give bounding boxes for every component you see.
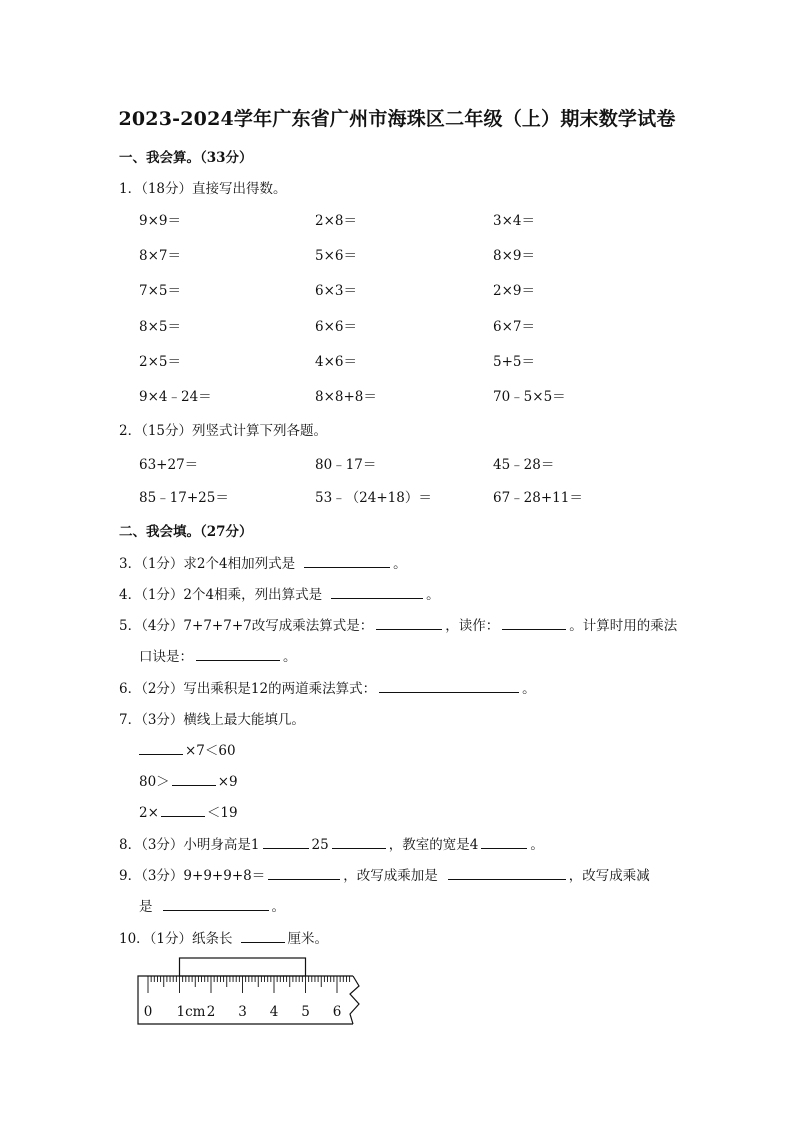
page-title: 2023-2024学年广东省广州市海珠区二年级（上）期末数学试卷 [118,108,676,130]
question-9-end: 。 [271,899,285,915]
calc-item: 6×6＝ [315,318,357,335]
question-7-line-2 [139,770,238,790]
ruler-label: 5 [301,1004,310,1020]
section-2-heading: 二、我会填。（27分） [119,524,253,540]
answer-blank[interactable] [196,648,280,661]
answer-blank[interactable] [263,836,309,849]
calc-item: 80﹣17＝ [315,457,377,473]
q7-suffix: ×7＜60 [185,743,236,759]
calc-item: 53﹣（24+18）＝ [315,490,432,506]
answer-blank[interactable] [332,836,386,849]
q7-prefix: 80＞ [139,774,170,790]
answer-blank[interactable] [268,867,340,880]
question-6-text: 6．（2分）写出乘积是12的两道乘法算式： [119,681,377,697]
calc-item: 8×8+8＝ [315,389,377,405]
question-8 [119,833,544,853]
ruler-label: 0 [143,1004,153,1020]
question-7-line-1 [139,739,236,759]
question-1: 1．（18分）直接写出得数。 [119,181,287,197]
question-3-end: 。 [393,556,407,572]
question-4 [119,583,440,603]
question-5-text-3: 。计算时用的乘法 [569,618,678,634]
calc-item: 5+5＝ [493,353,535,370]
question-9 [119,864,650,884]
answer-blank[interactable] [139,742,183,755]
question-5-text-2: ，读作： [445,618,500,634]
question-10 [119,927,328,947]
calc-item: 2×8＝ [315,213,357,229]
calc-item: 85﹣17+25＝ [139,490,229,506]
question-7: 7．（3分）横线上最大能填几。 [119,712,305,728]
answer-blank[interactable] [448,867,566,880]
question-6 [119,677,536,697]
answer-blank[interactable] [161,804,205,817]
answer-blank[interactable] [241,930,285,943]
question-5-text-4: 口诀是： [139,649,193,665]
ruler-figure [132,950,372,1030]
question-6-end: 。 [522,681,536,697]
calc-item: 2×9＝ [493,283,535,300]
ruler-label: 1cm [176,1004,206,1020]
calc-item: 63+27＝ [139,457,199,473]
calc-item: 2×5＝ [139,353,181,370]
question-3-text: 3．（1分）求2个4相加列式是 [119,556,296,572]
calc-item: 5×6＝ [315,248,357,265]
question-8-text-3: ，教室的宽是4 [388,837,479,853]
question-5-text: 5．（4分）7+7+7+7改写成乘法算式是： [119,618,374,634]
ruler-label: 6 [332,1004,342,1020]
answer-blank[interactable] [502,617,566,630]
question-5-line-2 [139,645,297,665]
q7-suffix: ＜19 [206,805,238,821]
calc-item: 45﹣28＝ [493,457,555,473]
calc-item: 8×7＝ [139,248,181,265]
answer-blank[interactable] [163,898,269,911]
question-9-line-2 [139,895,285,915]
answer-blank[interactable] [304,555,390,568]
calc-item: 3×4＝ [493,213,535,229]
question-7-line-3 [139,801,238,821]
calc-item: 6×7＝ [493,318,535,335]
section-1-heading: 一、我会算。（33分） [119,150,253,166]
answer-blank[interactable] [331,586,423,599]
question-9-text: 9．（3分）9+9+9+8＝ [119,868,266,884]
q7-suffix: ×9 [217,774,238,790]
question-3 [119,552,407,572]
calc-item: 9×9＝ [139,213,181,229]
calc-item: 70﹣5×5＝ [493,389,566,405]
question-10-text: 10．（1分）纸条长 [119,931,233,947]
paper-strip [180,958,306,976]
question-9-text-2: ，改写成乘加是 [343,868,438,884]
calc-item: 9×4﹣24＝ [139,389,212,405]
question-4-end: 。 [426,587,440,603]
question-2: 2．（15分）列竖式计算下列各题。 [119,423,328,439]
ruler-label: 2 [206,1004,216,1020]
calc-item: 6×3＝ [315,283,357,300]
question-8-end: 。 [530,837,544,853]
calc-item: 8×5＝ [139,318,181,335]
calc-item: 67﹣28+11＝ [493,490,583,506]
calc-item: 7×5＝ [139,283,181,300]
question-10-end: 厘米。 [287,931,329,947]
ruler-label: 3 [238,1004,247,1020]
question-5 [119,614,677,634]
answer-blank[interactable] [172,773,216,786]
ruler-break-edge [350,976,359,1024]
calc-item: 4×6＝ [315,353,357,370]
q7-prefix: 2× [139,805,159,821]
question-8-text: 8．（3分）小明身高是1 [119,837,260,853]
question-4-text: 4．（1分）2个4相乘，列出算式是 [119,587,323,603]
question-8-text-2: 25 [311,837,329,853]
calc-item: 8×9＝ [493,248,535,265]
ruler-label: 4 [269,1004,279,1020]
question-9-text-3: ，改写成乘减 [568,868,650,884]
question-9-text-4: 是 [139,899,153,915]
answer-blank[interactable] [379,680,519,693]
answer-blank[interactable] [481,836,527,849]
answer-blank[interactable] [376,617,442,630]
question-5-end: 。 [283,649,297,665]
